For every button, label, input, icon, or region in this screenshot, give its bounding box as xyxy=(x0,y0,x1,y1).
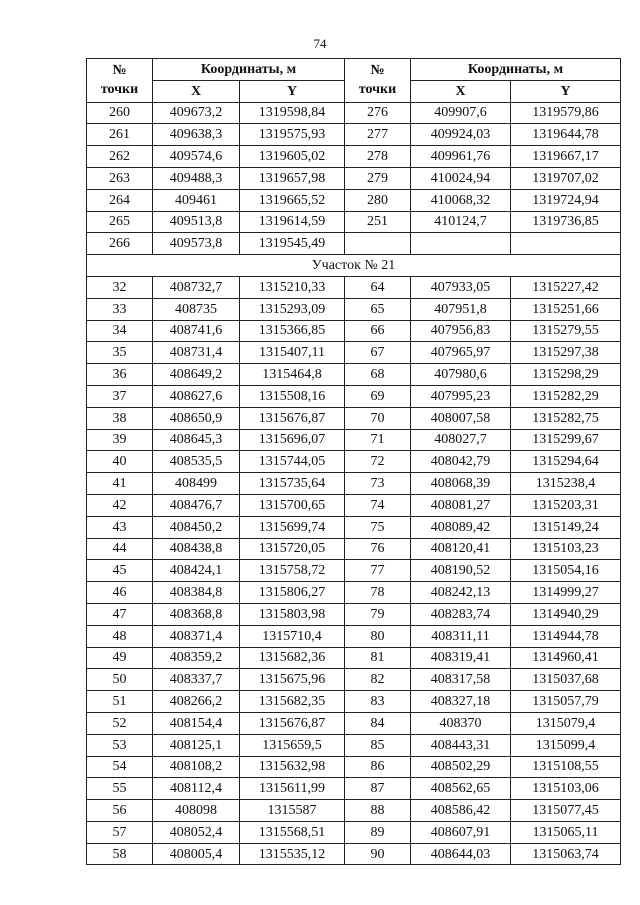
x-coordinate-cell: 410124,7 xyxy=(411,211,511,233)
point-number-cell: 32 xyxy=(87,276,153,298)
y-coordinate-cell: 1319665,52 xyxy=(240,189,345,211)
x-coordinate-cell: 408607,91 xyxy=(411,821,511,843)
point-number-cell: 74 xyxy=(345,494,411,516)
coordinates-header-right: Координаты, м xyxy=(411,59,621,81)
y-coordinate-cell: 1319724,94 xyxy=(511,189,621,211)
x-coordinate-cell: 408586,42 xyxy=(411,800,511,822)
x-coordinate-cell: 409924,03 xyxy=(411,124,511,146)
y-coordinate-cell: 1319667,17 xyxy=(511,146,621,168)
point-number-cell: 279 xyxy=(345,167,411,189)
x-coordinate-cell: 407951,8 xyxy=(411,298,511,320)
y-coordinate-cell: 1319605,02 xyxy=(240,146,345,168)
y-coordinate-cell: 1315699,74 xyxy=(240,516,345,538)
x-coordinate-cell: 408317,58 xyxy=(411,669,511,691)
table-row xyxy=(87,407,621,429)
y-coordinate-cell: 1315744,05 xyxy=(240,451,345,473)
point-number-cell: 70 xyxy=(345,407,411,429)
table-row xyxy=(87,691,621,713)
page-number: 74 xyxy=(313,36,327,51)
table-row xyxy=(87,102,621,124)
table-row xyxy=(87,516,621,538)
y-coordinate-cell: 1315077,45 xyxy=(511,800,621,822)
point-number-cell: 88 xyxy=(345,800,411,822)
point-number-cell: 81 xyxy=(345,647,411,669)
y-coordinate-cell: 1315079,4 xyxy=(511,712,621,734)
point-number-cell: 33 xyxy=(87,298,153,320)
x-coordinate-cell: 408112,4 xyxy=(153,778,240,800)
x-coordinate-cell: 408337,7 xyxy=(153,669,240,691)
y-coordinate-cell: 1315297,38 xyxy=(511,342,621,364)
y-coordinate-cell: 1315508,16 xyxy=(240,385,345,407)
y-coordinate-cell: 1315676,87 xyxy=(240,407,345,429)
x-coordinate-cell: 408438,8 xyxy=(153,538,240,560)
header-row-1 xyxy=(87,59,621,81)
point-number-cell: 57 xyxy=(87,821,153,843)
x-coordinate-cell: 408732,7 xyxy=(153,276,240,298)
point-number-cell: 278 xyxy=(345,146,411,168)
x-coordinate-cell: 408644,03 xyxy=(411,843,511,865)
point-number-cell: 46 xyxy=(87,582,153,604)
table-row xyxy=(87,494,621,516)
x-coordinate-cell: 408368,8 xyxy=(153,603,240,625)
point-number-cell: 65 xyxy=(345,298,411,320)
x-coordinate-cell: 408052,4 xyxy=(153,821,240,843)
table-row xyxy=(87,669,621,691)
x-coordinate-cell: 408645,3 xyxy=(153,429,240,451)
x-coordinate-cell: 408190,52 xyxy=(411,560,511,582)
x-coordinate-cell: 408098 xyxy=(153,800,240,822)
point-number-header-right xyxy=(345,59,411,103)
table-body-top xyxy=(87,102,621,255)
x-coordinate-cell: 409513,8 xyxy=(153,211,240,233)
x-coordinate-cell: 407965,97 xyxy=(411,342,511,364)
point-number-cell: 34 xyxy=(87,320,153,342)
y-coordinate-cell: 1315099,4 xyxy=(511,734,621,756)
y-coordinate-cell: 1315298,29 xyxy=(511,364,621,386)
x-coordinate-cell: 408327,18 xyxy=(411,691,511,713)
y-coordinate-cell: 1315632,98 xyxy=(240,756,345,778)
x-coordinate-cell: 408384,8 xyxy=(153,582,240,604)
y-coordinate-cell: 1319736,85 xyxy=(511,211,621,233)
point-number-cell: 66 xyxy=(345,320,411,342)
x-coordinate-cell: 408154,4 xyxy=(153,712,240,734)
x-header-left: X xyxy=(153,80,240,102)
y-coordinate-cell: 1315065,11 xyxy=(511,821,621,843)
table-row xyxy=(87,712,621,734)
x-header-right: X xyxy=(411,80,511,102)
table-row xyxy=(87,647,621,669)
x-coordinate-cell: 408007,58 xyxy=(411,407,511,429)
x-coordinate-cell: 409673,2 xyxy=(153,102,240,124)
point-number-cell: 73 xyxy=(345,473,411,495)
point-number-cell: 44 xyxy=(87,538,153,560)
point-number-cell: 68 xyxy=(345,364,411,386)
coordinates-header-left: Координаты, м xyxy=(153,59,345,81)
y-header-left: Y xyxy=(240,80,345,102)
x-coordinate-cell: 407980,6 xyxy=(411,364,511,386)
coordinates-table xyxy=(86,58,621,865)
point-number-cell: 72 xyxy=(345,451,411,473)
point-number-cell: 86 xyxy=(345,756,411,778)
x-coordinate-cell: 408068,39 xyxy=(411,473,511,495)
x-coordinate-cell: 408370 xyxy=(411,712,511,734)
y-coordinate-cell: 1315675,96 xyxy=(240,669,345,691)
x-coordinate-cell: 408731,4 xyxy=(153,342,240,364)
point-number-cell: 56 xyxy=(87,800,153,822)
y-coordinate-cell: 1315203,31 xyxy=(511,494,621,516)
point-number-cell: 42 xyxy=(87,494,153,516)
point-number-cell: 43 xyxy=(87,516,153,538)
point-number-cell: 49 xyxy=(87,647,153,669)
point-number-cell: 40 xyxy=(87,451,153,473)
table-body-section xyxy=(87,276,621,865)
y-coordinate-cell: 1315535,12 xyxy=(240,843,345,865)
point-number-cell: 80 xyxy=(345,625,411,647)
x-coordinate-cell: 408371,4 xyxy=(153,625,240,647)
y-coordinate-cell: 1315659,5 xyxy=(240,734,345,756)
y-coordinate-cell: 1315108,55 xyxy=(511,756,621,778)
y-coordinate-cell: 1315407,11 xyxy=(240,342,345,364)
table-row xyxy=(87,821,621,843)
y-coordinate-cell: 1315037,68 xyxy=(511,669,621,691)
x-coordinate-cell: 408042,79 xyxy=(411,451,511,473)
point-number-cell: 262 xyxy=(87,146,153,168)
point-number-cell: 75 xyxy=(345,516,411,538)
table-row xyxy=(87,734,621,756)
x-coordinate-cell: 408108,2 xyxy=(153,756,240,778)
table-row xyxy=(87,146,621,168)
y-coordinate-cell: 1315682,35 xyxy=(240,691,345,713)
y-coordinate-cell: 1315568,51 xyxy=(240,821,345,843)
point-number-cell: 53 xyxy=(87,734,153,756)
table-row xyxy=(87,124,621,146)
point-number-cell: 55 xyxy=(87,778,153,800)
y-coordinate-cell: 1315063,74 xyxy=(511,843,621,865)
y-coordinate-cell xyxy=(511,233,621,255)
y-coordinate-cell: 1315676,87 xyxy=(240,712,345,734)
section-header-row xyxy=(87,255,621,277)
point-number-cell: 82 xyxy=(345,669,411,691)
table-row xyxy=(87,320,621,342)
y-coordinate-cell: 1314944,78 xyxy=(511,625,621,647)
point-number-cell: 260 xyxy=(87,102,153,124)
table-row xyxy=(87,625,621,647)
table-row xyxy=(87,451,621,473)
point-number-cell: 38 xyxy=(87,407,153,429)
point-number-cell: 45 xyxy=(87,560,153,582)
point-number-cell: 87 xyxy=(345,778,411,800)
point-number-cell: 83 xyxy=(345,691,411,713)
point-number-cell: 79 xyxy=(345,603,411,625)
point-number-cell: 90 xyxy=(345,843,411,865)
point-number-cell: 78 xyxy=(345,582,411,604)
y-coordinate-cell: 1319644,78 xyxy=(511,124,621,146)
point-number-cell: 36 xyxy=(87,364,153,386)
y-coordinate-cell: 1315696,07 xyxy=(240,429,345,451)
point-number-cell: 89 xyxy=(345,821,411,843)
x-coordinate-cell: 408424,1 xyxy=(153,560,240,582)
x-coordinate-cell: 408283,74 xyxy=(411,603,511,625)
table-row xyxy=(87,538,621,560)
y-coordinate-cell: 1315282,29 xyxy=(511,385,621,407)
section-header-body xyxy=(87,255,621,277)
y-coordinate-cell: 1315103,06 xyxy=(511,778,621,800)
x-coordinate-cell: 409461 xyxy=(153,189,240,211)
y-coordinate-cell: 1319657,98 xyxy=(240,167,345,189)
point-number-cell: 39 xyxy=(87,429,153,451)
point-number-cell: 51 xyxy=(87,691,153,713)
table-row xyxy=(87,298,621,320)
y-coordinate-cell: 1315227,42 xyxy=(511,276,621,298)
y-coordinate-cell: 1315720,05 xyxy=(240,538,345,560)
table-row xyxy=(87,473,621,495)
x-coordinate-cell: 408027,7 xyxy=(411,429,511,451)
x-coordinate-cell: 409488,3 xyxy=(153,167,240,189)
point-word: точки xyxy=(358,82,397,98)
x-coordinate-cell: 408499 xyxy=(153,473,240,495)
x-coordinate-cell: 408443,31 xyxy=(411,734,511,756)
y-coordinate-cell: 1315054,16 xyxy=(511,560,621,582)
x-coordinate-cell: 408735 xyxy=(153,298,240,320)
y-coordinate-cell: 1315464,8 xyxy=(240,364,345,386)
x-coordinate-cell: 409638,3 xyxy=(153,124,240,146)
y-coordinate-cell: 1315735,64 xyxy=(240,473,345,495)
y-coordinate-cell: 1319707,02 xyxy=(511,167,621,189)
point-number-cell: 58 xyxy=(87,843,153,865)
x-coordinate-cell: 409907,6 xyxy=(411,102,511,124)
x-coordinate-cell: 408535,5 xyxy=(153,451,240,473)
y-coordinate-cell: 1315282,75 xyxy=(511,407,621,429)
y-coordinate-cell: 1315149,24 xyxy=(511,516,621,538)
y-coordinate-cell: 1319614,59 xyxy=(240,211,345,233)
point-number-cell: 261 xyxy=(87,124,153,146)
point-number-cell: 47 xyxy=(87,603,153,625)
point-number-cell: 71 xyxy=(345,429,411,451)
y-coordinate-cell: 1315682,36 xyxy=(240,647,345,669)
y-coordinate-cell: 1315710,4 xyxy=(240,625,345,647)
point-number-cell: 266 xyxy=(87,233,153,255)
point-number-cell: 251 xyxy=(345,211,411,233)
y-header-right: Y xyxy=(511,80,621,102)
number-sign: № xyxy=(112,63,127,79)
table-row xyxy=(87,276,621,298)
point-number-cell: 64 xyxy=(345,276,411,298)
table-row xyxy=(87,843,621,865)
number-sign: № xyxy=(370,63,385,79)
x-coordinate-cell: 408120,41 xyxy=(411,538,511,560)
x-coordinate-cell: 408450,2 xyxy=(153,516,240,538)
x-coordinate-cell: 408476,7 xyxy=(153,494,240,516)
y-coordinate-cell: 1314960,41 xyxy=(511,647,621,669)
point-number-cell: 77 xyxy=(345,560,411,582)
table-row xyxy=(87,560,621,582)
y-coordinate-cell: 1315238,4 xyxy=(511,473,621,495)
x-coordinate-cell: 407933,05 xyxy=(411,276,511,298)
point-number-cell: 264 xyxy=(87,189,153,211)
y-coordinate-cell: 1315700,65 xyxy=(240,494,345,516)
x-coordinate-cell: 410024,94 xyxy=(411,167,511,189)
point-number-cell: 41 xyxy=(87,473,153,495)
table-row xyxy=(87,778,621,800)
point-number-cell: 280 xyxy=(345,189,411,211)
point-number-cell: 263 xyxy=(87,167,153,189)
y-coordinate-cell: 1315299,67 xyxy=(511,429,621,451)
y-coordinate-cell: 1315103,23 xyxy=(511,538,621,560)
x-coordinate-cell: 408081,27 xyxy=(411,494,511,516)
table-row xyxy=(87,800,621,822)
x-coordinate-cell: 408650,9 xyxy=(153,407,240,429)
x-coordinate-cell: 408266,2 xyxy=(153,691,240,713)
x-coordinate-cell: 408562,65 xyxy=(411,778,511,800)
point-number-cell: 85 xyxy=(345,734,411,756)
point-number-cell: 69 xyxy=(345,385,411,407)
table-row xyxy=(87,364,621,386)
x-coordinate-cell: 408649,2 xyxy=(153,364,240,386)
y-coordinate-cell: 1315806,27 xyxy=(240,582,345,604)
point-number-cell xyxy=(345,233,411,255)
x-coordinate-cell: 409573,8 xyxy=(153,233,240,255)
point-number-cell: 48 xyxy=(87,625,153,647)
point-number-cell: 276 xyxy=(345,102,411,124)
point-number-cell: 52 xyxy=(87,712,153,734)
point-number-cell: 54 xyxy=(87,756,153,778)
point-number-cell: 277 xyxy=(345,124,411,146)
y-coordinate-cell: 1315803,98 xyxy=(240,603,345,625)
table-row xyxy=(87,582,621,604)
y-coordinate-cell: 1315210,33 xyxy=(240,276,345,298)
y-coordinate-cell: 1314999,27 xyxy=(511,582,621,604)
table-row xyxy=(87,167,621,189)
point-number-header-left xyxy=(87,59,153,103)
table-row xyxy=(87,189,621,211)
point-number-cell: 76 xyxy=(345,538,411,560)
x-coordinate-cell: 408005,4 xyxy=(153,843,240,865)
point-number-cell: 67 xyxy=(345,342,411,364)
y-coordinate-cell: 1314940,29 xyxy=(511,603,621,625)
x-coordinate-cell: 408741,6 xyxy=(153,320,240,342)
point-number-cell: 35 xyxy=(87,342,153,364)
x-coordinate-cell: 407995,23 xyxy=(411,385,511,407)
y-coordinate-cell: 1315294,64 xyxy=(511,451,621,473)
point-number-cell: 84 xyxy=(345,712,411,734)
x-coordinate-cell: 408125,1 xyxy=(153,734,240,756)
table-row xyxy=(87,385,621,407)
x-coordinate-cell: 409574,6 xyxy=(153,146,240,168)
y-coordinate-cell: 1319545,49 xyxy=(240,233,345,255)
y-coordinate-cell: 1315251,66 xyxy=(511,298,621,320)
y-coordinate-cell: 1319579,86 xyxy=(511,102,621,124)
y-coordinate-cell: 1315366,85 xyxy=(240,320,345,342)
x-coordinate-cell: 407956,83 xyxy=(411,320,511,342)
x-coordinate-cell: 408311,11 xyxy=(411,625,511,647)
x-coordinate-cell: 408242,13 xyxy=(411,582,511,604)
y-coordinate-cell: 1315587 xyxy=(240,800,345,822)
y-coordinate-cell: 1319598,84 xyxy=(240,102,345,124)
y-coordinate-cell: 1315279,55 xyxy=(511,320,621,342)
table-row xyxy=(87,429,621,451)
y-coordinate-cell: 1315057,79 xyxy=(511,691,621,713)
table-row xyxy=(87,342,621,364)
x-coordinate-cell: 409961,76 xyxy=(411,146,511,168)
x-coordinate-cell: 408089,42 xyxy=(411,516,511,538)
point-number-cell: 50 xyxy=(87,669,153,691)
table-row xyxy=(87,603,621,625)
x-coordinate-cell: 408319,41 xyxy=(411,647,511,669)
x-coordinate-cell xyxy=(411,233,511,255)
x-coordinate-cell: 408502,29 xyxy=(411,756,511,778)
point-number-cell: 37 xyxy=(87,385,153,407)
y-coordinate-cell: 1315611,99 xyxy=(240,778,345,800)
x-coordinate-cell: 408627,6 xyxy=(153,385,240,407)
x-coordinate-cell: 410068,32 xyxy=(411,189,511,211)
table-row xyxy=(87,756,621,778)
y-coordinate-cell: 1319575,93 xyxy=(240,124,345,146)
y-coordinate-cell: 1315293,09 xyxy=(240,298,345,320)
point-word: точки xyxy=(100,82,139,98)
y-coordinate-cell: 1315758,72 xyxy=(240,560,345,582)
point-number-cell: 265 xyxy=(87,211,153,233)
section-title: Участок № 21 xyxy=(87,255,621,277)
x-coordinate-cell: 408359,2 xyxy=(153,647,240,669)
table-row xyxy=(87,233,621,255)
table-row xyxy=(87,211,621,233)
